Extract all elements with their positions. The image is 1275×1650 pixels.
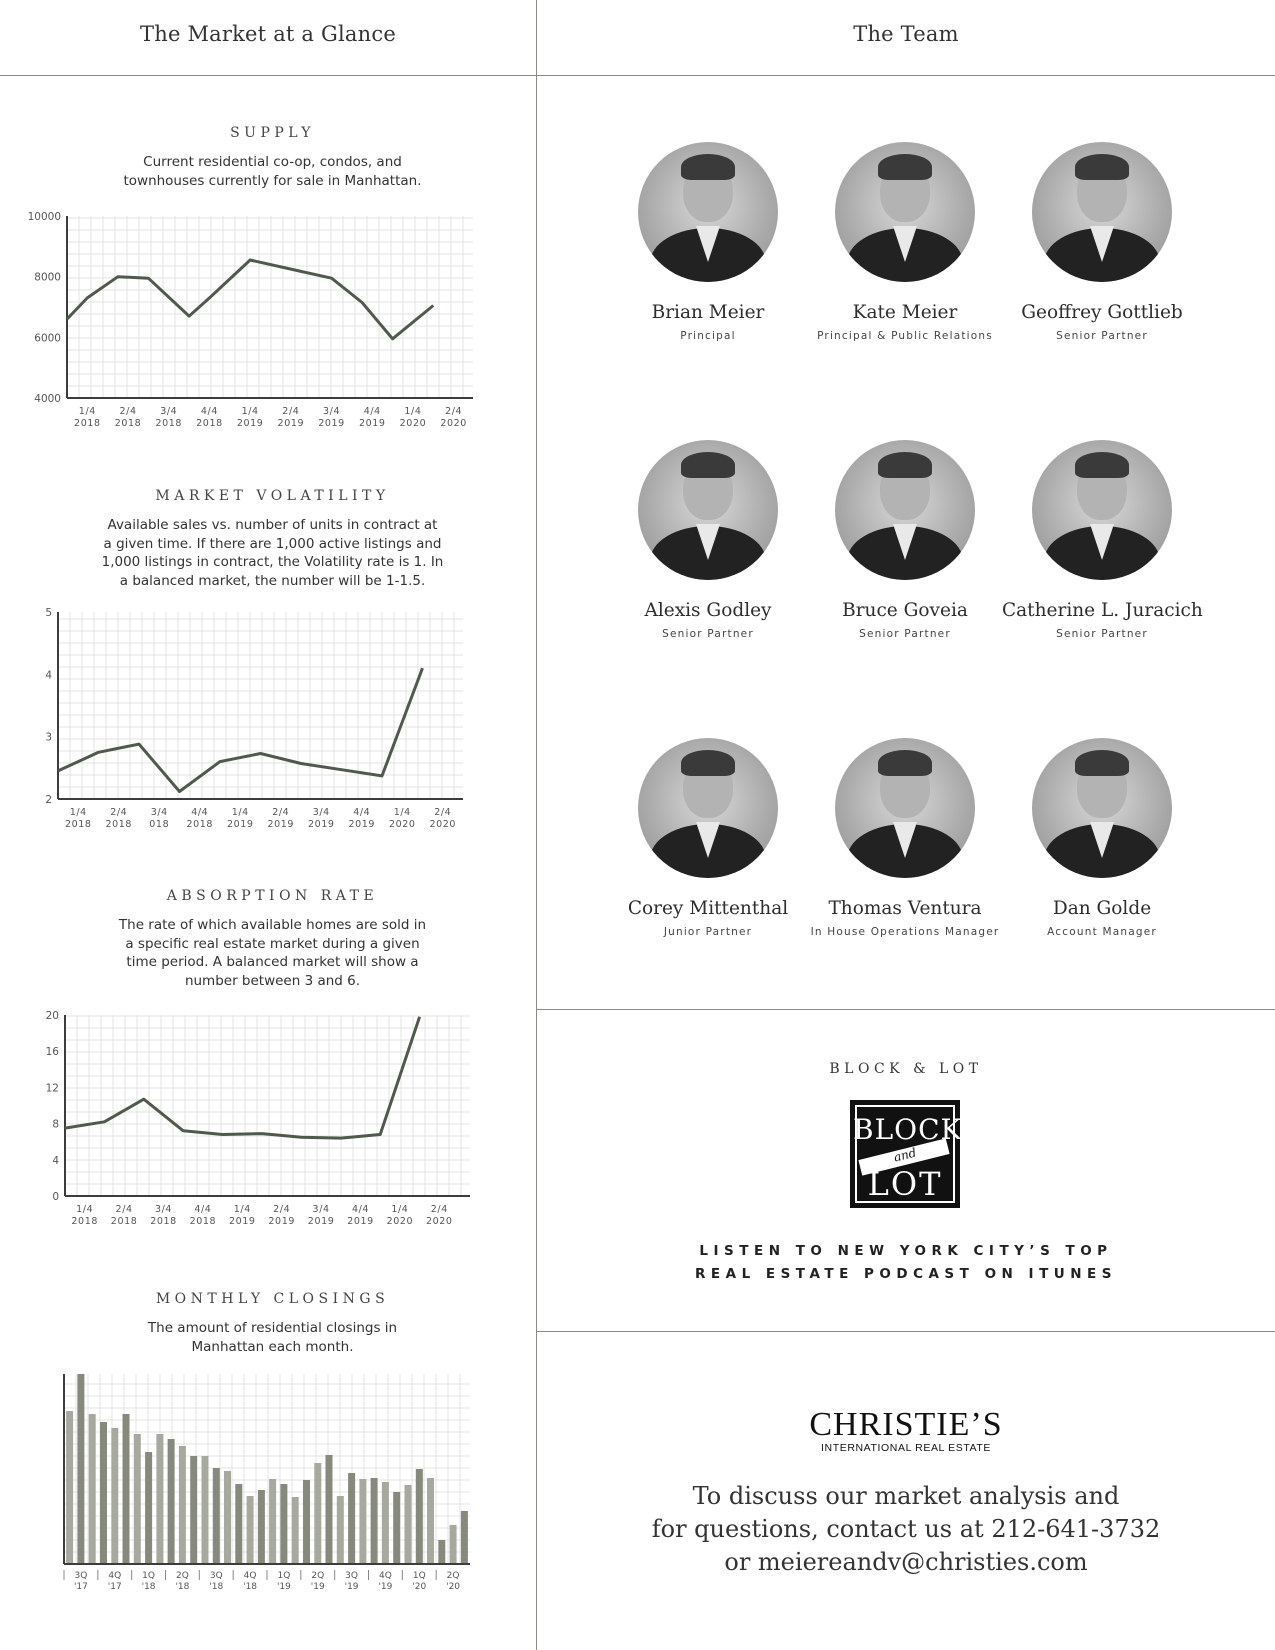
x-tick-label: 2/4: [272, 807, 290, 818]
y-tick-label: 8000: [34, 271, 61, 284]
y-tick-label: 10000: [27, 211, 61, 223]
bar: [337, 1496, 344, 1564]
bar: [168, 1439, 175, 1564]
bar: [134, 1434, 141, 1564]
team-member-role: Senior Partner: [859, 628, 951, 640]
x-tick-label: 2018: [186, 819, 214, 830]
x-tick-label: '19: [344, 1582, 359, 1592]
team-member-name: Bruce Goveia: [842, 600, 968, 621]
contact-line: To discuss our market analysis and: [692, 1482, 1120, 1510]
x-tick-label: 4/4: [363, 406, 381, 417]
bar: [111, 1428, 118, 1564]
bar: [100, 1422, 107, 1564]
y-tick-label: 3: [45, 731, 52, 744]
contact-block[interactable]: [537, 1480, 1275, 1579]
closings-desc-line: The amount of residential closings in: [147, 1320, 398, 1336]
supply-chart: [0, 200, 500, 440]
bar: [77, 1374, 84, 1564]
x-tick-label: 2/4: [282, 406, 300, 417]
x-tick-label: 2020: [386, 1216, 414, 1227]
team-member-role: Account Manager: [1047, 926, 1157, 938]
bar: [393, 1492, 400, 1564]
absorption-chart: [0, 1000, 500, 1240]
bar: [190, 1456, 197, 1564]
x-tick-label: '18: [243, 1582, 258, 1592]
x-tick-label: 1/4: [391, 1204, 409, 1215]
team-member-role: Senior Partner: [1056, 330, 1148, 342]
team-member-photo: [638, 738, 778, 878]
x-tick-label: 2Q: [176, 1571, 189, 1581]
bar: [326, 1455, 333, 1564]
team-member: [608, 440, 808, 640]
team-member-role: Junior Partner: [663, 926, 753, 938]
bar: [303, 1480, 310, 1564]
bar: [247, 1496, 254, 1564]
x-tick-label: 1/4: [241, 406, 259, 417]
x-tick-label: 3Q: [345, 1571, 358, 1581]
x-tick-label: 2020: [440, 418, 467, 429]
bar: [156, 1434, 163, 1564]
y-tick-label: 12: [45, 1082, 59, 1095]
x-tick-label: 3/4: [312, 1204, 330, 1215]
x-tick-label: 2/4: [434, 807, 452, 818]
x-tick-label: 2019: [348, 819, 376, 830]
x-tick-label: '18: [141, 1582, 156, 1592]
team-bottom-rule: [537, 1009, 1275, 1010]
x-tick-label: 018: [149, 819, 170, 830]
x-tick-label: 1/4: [233, 1204, 251, 1215]
team-member-name: Dan Golde: [1052, 898, 1152, 919]
podcast-bottom-rule: [537, 1331, 1275, 1332]
team-member: [1002, 142, 1202, 342]
y-tick-label: 2: [45, 794, 52, 806]
team-member-role: Principal: [680, 330, 736, 342]
series-line: [65, 1017, 420, 1138]
bar: [416, 1469, 423, 1564]
x-tick-label: 2019: [307, 1216, 335, 1227]
team-member-name: Brian Meier: [651, 302, 765, 323]
podcast-cta-line: LISTEN TO NEW YORK CITY’S TOP: [699, 1243, 1113, 1259]
x-tick-label: 1Q: [277, 1571, 291, 1581]
x-tick-label: 4Q: [379, 1571, 392, 1581]
y-tick-label: 4000: [34, 393, 61, 405]
x-tick-label: '19: [310, 1582, 325, 1592]
team-member-name: Geoffrey Gottlieb: [1021, 302, 1183, 323]
logo-word-lot: LOT: [867, 1165, 943, 1203]
closings-chart: [0, 1360, 500, 1600]
volatility-title: MARKET VOLATILITY: [155, 488, 390, 504]
x-tick-label: 3Q: [74, 1571, 88, 1581]
contact-line: or meiereandv@christies.com: [724, 1548, 1088, 1576]
team-member-photo: [638, 142, 778, 282]
photo-hair: [878, 750, 932, 776]
team-member: [805, 738, 1005, 938]
team-member-photo: [638, 440, 778, 580]
team-member-role: Principal & Public Relations: [817, 330, 993, 342]
series-line: [67, 260, 433, 339]
photo-hair: [878, 154, 932, 180]
column-divider: [536, 0, 537, 1650]
x-tick-label: 3/4: [154, 1204, 173, 1215]
team-member-photo: [835, 440, 975, 580]
bar: [258, 1490, 265, 1564]
supply-desc-line: townhouses currently for sale in Manhattan.: [123, 172, 422, 189]
x-tick-label: 2Q: [311, 1571, 325, 1581]
x-tick-label: 1/4: [231, 807, 249, 818]
x-tick-label: 1Q: [412, 1571, 426, 1581]
x-tick-label: 2019: [267, 819, 295, 830]
x-tick-label: 2019: [307, 819, 335, 830]
photo-hair: [1075, 750, 1129, 776]
x-tick-label: 2018: [150, 1216, 177, 1227]
bar: [202, 1456, 209, 1564]
x-tick-label: '20: [446, 1582, 461, 1592]
team-member-photo: [1032, 738, 1172, 878]
bar: [66, 1411, 73, 1564]
x-tick-label: '17: [73, 1582, 88, 1592]
podcast-cta[interactable]: [537, 1240, 1275, 1286]
x-tick-label: 4/4: [353, 807, 371, 818]
bar: [405, 1485, 412, 1564]
bar: [123, 1414, 130, 1564]
x-tick-label: 1/4: [69, 807, 87, 818]
market-heading: The Market at a Glance: [140, 22, 396, 46]
bar: [235, 1484, 242, 1564]
team-member-photo: [835, 738, 975, 878]
x-tick-label: 2018: [71, 1216, 98, 1227]
bar: [438, 1540, 445, 1564]
team-member-role: In House Operations Manager: [810, 926, 1000, 938]
photo-hair: [1075, 154, 1129, 180]
y-tick-label: 8: [52, 1118, 59, 1131]
absorption-desc-line: number between 3 and 6.: [184, 972, 361, 989]
x-tick-label: '18: [209, 1582, 224, 1592]
team-member: [608, 738, 808, 938]
x-tick-label: 2018: [196, 418, 223, 429]
x-tick-label: 4Q: [243, 1571, 257, 1581]
photo-hair: [681, 154, 735, 180]
photo-hair: [878, 452, 932, 478]
x-tick-label: 2020: [388, 819, 416, 830]
x-tick-label: 3/4: [323, 406, 341, 417]
podcast-title: BLOCK & LOT: [829, 1061, 983, 1077]
team-member-photo: [835, 142, 975, 282]
x-tick-label: 2018: [114, 418, 142, 429]
bar: [314, 1463, 321, 1564]
closings-desc-line: Manhattan each month.: [191, 1338, 354, 1355]
team-heading: The Team: [853, 22, 959, 46]
logo-word-and: and: [892, 1145, 918, 1165]
x-tick-label: 3/4: [150, 807, 168, 818]
supply-desc-line: Current residential co-op, condos, and: [143, 154, 402, 170]
absorption-description: [90, 916, 455, 990]
bar: [269, 1479, 276, 1564]
volatility-desc-line: a given time. If there are 1,000 active listings and: [103, 535, 442, 552]
y-tick-label: 20: [45, 1010, 59, 1022]
y-tick-label: 16: [45, 1046, 59, 1059]
absorption-desc-line: The rate of which available homes are sold in: [118, 917, 427, 933]
x-tick-label: '20: [412, 1582, 427, 1592]
x-tick-label: 2018: [64, 819, 92, 830]
y-tick-label: 0: [52, 1191, 59, 1203]
x-tick-label: 1/4: [404, 406, 422, 417]
x-tick-label: '18: [175, 1582, 190, 1592]
team-member-name: Corey Mittenthal: [627, 898, 789, 919]
supply-description: [90, 153, 455, 190]
x-tick-label: 1/4: [78, 406, 96, 417]
team-member-name: Catherine L. Juracich: [1002, 600, 1203, 621]
x-tick-label: '19: [276, 1582, 291, 1592]
x-tick-label: 2/4: [119, 406, 137, 417]
photo-hair: [1075, 452, 1129, 478]
y-tick-label: 4: [45, 669, 52, 682]
bar: [348, 1473, 355, 1564]
x-tick-label: 2019: [318, 418, 345, 429]
team-member-photo: [1032, 142, 1172, 282]
y-tick-label: 5: [45, 607, 52, 619]
x-tick-label: 2018: [155, 418, 183, 429]
logo-word-block: BLOCK: [853, 1113, 963, 1146]
christies-logo-subtitle: INTERNATIONAL REAL ESTATE: [821, 1442, 991, 1454]
x-tick-label: 2/4: [445, 406, 463, 417]
team-member-name: Alexis Godley: [644, 600, 772, 621]
x-tick-label: 2/4: [115, 1204, 133, 1215]
x-tick-label: 2019: [226, 819, 254, 830]
team-member: [1002, 440, 1202, 640]
bar: [280, 1484, 287, 1564]
x-tick-label: 2019: [347, 1216, 374, 1227]
absorption-desc-line: time period. A balanced market will show a: [126, 954, 419, 970]
x-tick-label: 4/4: [200, 406, 218, 417]
x-tick-label: 2018: [110, 1216, 138, 1227]
bar: [461, 1511, 468, 1564]
bar: [450, 1525, 457, 1564]
x-tick-label: 2019: [358, 418, 386, 429]
x-tick-label: 2Q: [446, 1571, 460, 1581]
photo-hair: [681, 750, 735, 776]
y-tick-label: 4: [52, 1154, 59, 1167]
x-tick-label: 4/4: [191, 807, 209, 818]
x-tick-label: 2/4: [110, 807, 128, 818]
x-tick-label: '17: [107, 1582, 122, 1592]
x-tick-label: 2019: [277, 418, 305, 429]
bar: [292, 1497, 299, 1564]
team-member: [608, 142, 808, 342]
team-member-photo: [1032, 440, 1172, 580]
bar: [427, 1478, 434, 1564]
x-tick-label: 1/4: [76, 1204, 94, 1215]
bar: [145, 1452, 152, 1564]
closings-title: MONTHLY CLOSINGS: [155, 1291, 390, 1307]
volatility-desc-line: 1,000 listings in contract, the Volatility rate is 1. In: [101, 554, 444, 570]
christies-logo: CHRISTIE’S: [809, 1406, 1003, 1443]
x-tick-label: 2020: [429, 819, 457, 830]
team-member: [1002, 738, 1202, 938]
x-tick-label: 2/4: [273, 1204, 291, 1215]
block-and-lot-logo: [850, 1100, 963, 1208]
team-member-role: Senior Partner: [662, 628, 754, 640]
y-tick-label: 6000: [34, 332, 61, 345]
x-tick-label: 4Q: [108, 1571, 122, 1581]
x-tick-label: 2020: [399, 418, 427, 429]
x-tick-label: 2019: [236, 418, 264, 429]
header-rule: [0, 75, 1275, 76]
contact-line: for questions, contact us at 212-641-3732: [651, 1515, 1161, 1543]
closings-description: [90, 1319, 455, 1356]
x-tick-label: 2020: [426, 1216, 453, 1227]
bar: [89, 1414, 96, 1564]
x-tick-label: 2019: [229, 1216, 256, 1227]
x-tick-label: 2018: [74, 418, 101, 429]
x-tick-label: 1Q: [142, 1571, 155, 1581]
team-member: [805, 142, 1005, 342]
x-tick-label: 3Q: [209, 1571, 223, 1581]
series-line: [58, 668, 423, 791]
bar: [382, 1482, 389, 1564]
team-member-name: Thomas Ventura: [828, 898, 982, 919]
absorption-desc-line: a specific real estate market during a given: [125, 935, 420, 952]
bar: [371, 1478, 378, 1564]
volatility-chart: [0, 600, 500, 840]
team-member: [805, 440, 1005, 640]
x-tick-label: 2019: [268, 1216, 295, 1227]
x-tick-label: 2018: [189, 1216, 217, 1227]
volatility-desc-line: Available sales vs. number of units in contract at: [107, 517, 438, 533]
x-tick-label: '19: [378, 1582, 393, 1592]
supply-title: SUPPLY: [230, 125, 315, 141]
volatility-description: [90, 516, 455, 590]
bar: [359, 1479, 366, 1564]
x-tick-label: 3/4: [160, 406, 178, 417]
x-tick-label: 4/4: [194, 1204, 212, 1215]
x-tick-label: 4/4: [351, 1204, 370, 1215]
bar: [224, 1471, 231, 1564]
team-member-name: Kate Meier: [852, 302, 958, 323]
photo-hair: [681, 452, 735, 478]
x-tick-label: 2/4: [430, 1204, 448, 1215]
bar: [213, 1468, 220, 1564]
x-tick-label: 3/4: [312, 807, 330, 818]
podcast-cta-line: REAL ESTATE PODCAST ON ITUNES: [695, 1266, 1117, 1282]
absorption-title: ABSORPTION RATE: [166, 888, 379, 904]
volatility-desc-line: a balanced market, the number will be 1-1.5.: [119, 572, 426, 589]
x-tick-label: 2018: [105, 819, 133, 830]
x-tick-label: 1/4: [393, 807, 411, 818]
team-member-role: Senior Partner: [1056, 628, 1148, 640]
bar: [179, 1446, 186, 1564]
